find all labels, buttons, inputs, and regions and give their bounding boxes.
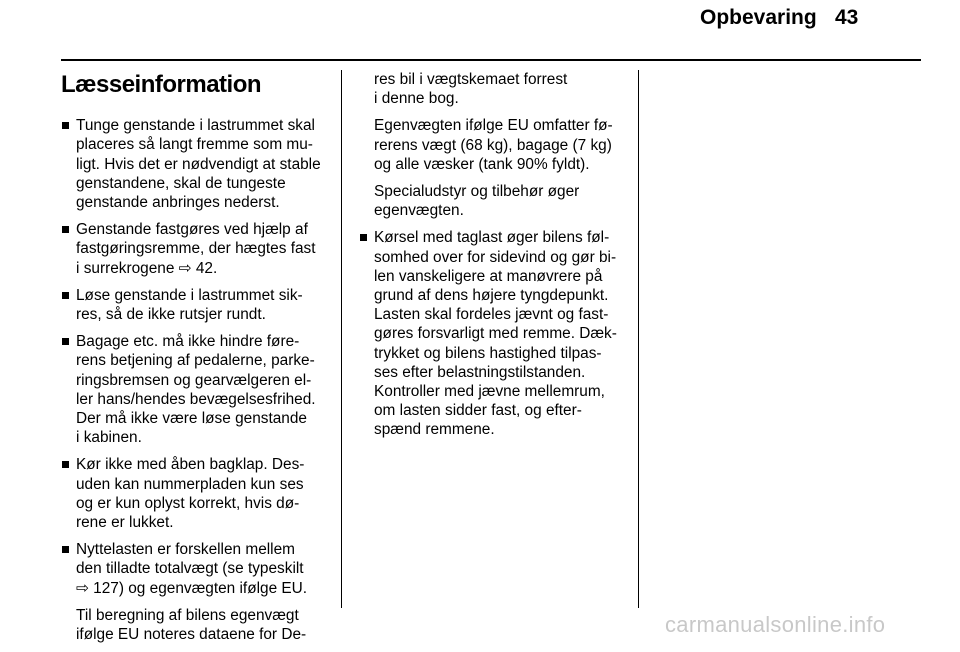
- text-line: i kabinen.: [76, 429, 142, 447]
- bullet-square-icon: [62, 546, 69, 553]
- bullet-item: [62, 220, 332, 278]
- watermark: carmanualsonline.info: [665, 612, 886, 637]
- header-divider: [61, 59, 921, 61]
- text-line: Specialudstyr og tilbehør øger: [374, 183, 580, 201]
- text-line: og er kun oplyst korrekt, hvis dø-: [76, 494, 300, 512]
- text-line: rene er lukket.: [76, 514, 174, 532]
- bullet-item: [62, 455, 332, 532]
- text-line: uden kan nummerpladen kun ses: [76, 475, 304, 493]
- text-line: rerens vægt (68 kg), bagage (7 kg): [374, 136, 612, 154]
- bullet-square-icon: [360, 234, 367, 241]
- text-line: grund af dens højere tyngdepunkt.: [374, 287, 609, 305]
- paragraph: [374, 182, 626, 220]
- bullet-item: [62, 332, 332, 447]
- bullet-item: [62, 286, 332, 324]
- text-line: den tilladte totalvægt (se typeskilt: [76, 560, 304, 578]
- text-line: res bil i vægtskemaet forrest: [374, 71, 568, 88]
- bullet-square-icon: [62, 122, 69, 129]
- text-line: placeres så langt fremme som mu-: [76, 136, 313, 154]
- text-line: Kør ikke med åben bagklap. Des-: [76, 456, 305, 474]
- middle-column: [374, 70, 626, 448]
- text-line: gøres forsvarligt med remme. Dæk-: [374, 325, 617, 343]
- text-line: Kontroller med jævne mellemrum,: [374, 383, 605, 401]
- paragraph: [374, 70, 626, 108]
- text-line: genstandene, skal de tungeste: [76, 174, 286, 192]
- left-column: [62, 70, 332, 652]
- text-line: i denne bog.: [374, 90, 459, 108]
- bullet-item: [62, 116, 332, 212]
- text-line: res, så de ikke rutsjer rundt.: [76, 306, 266, 324]
- section-title: Læsseinformation: [61, 71, 262, 98]
- text-line: len vanskeligere at manøvrere på: [374, 267, 603, 285]
- text-line: Til beregning af bilens egenvægt: [76, 606, 299, 624]
- text-line: ifølge EU noteres dataene for De-: [76, 626, 307, 644]
- text-line: genstande anbringes nederst.: [76, 194, 280, 212]
- text-line: Tunge genstande i lastrummet skal: [76, 117, 315, 135]
- bullet-square-icon: [62, 338, 69, 345]
- text-line: rens betjening af pedalerne, parke-: [76, 352, 315, 370]
- bullet-square-icon: [62, 461, 69, 468]
- cross-reference-line[interactable]: i surrekrogene ⇨ 42.: [76, 259, 218, 277]
- text-line: Kørsel med taglast øger bilens føl-: [374, 229, 610, 247]
- text-line: ler hans/hendes bevægelsesfrihed.: [76, 390, 316, 408]
- text-line: ligt. Hvis det er nødvendigt at stable: [76, 155, 321, 173]
- paragraph: [374, 116, 626, 174]
- bullet-square-icon: [62, 292, 69, 299]
- text-line: trykket og bilens hastighed tilpas-: [374, 344, 602, 362]
- text-line: egenvægten.: [374, 202, 464, 220]
- text-line: om lasten sidder fast, og efter-: [374, 402, 582, 420]
- text-line: ses efter belastningstilstanden.: [374, 363, 586, 381]
- text-line: Bagage etc. må ikke hindre føre-: [76, 333, 300, 351]
- text-line: Egenvægten ifølge EU omfatter fø-: [374, 117, 613, 135]
- text-line: Lasten skal fordeles jævnt og fast-: [374, 306, 609, 324]
- text-line: og alle væsker (tank 90% fyldt).: [374, 155, 590, 173]
- bullet-item: [62, 540, 332, 598]
- paragraph: [62, 606, 332, 644]
- text-line: Der må ikke være løse genstande: [76, 410, 307, 428]
- bullet-square-icon: [62, 226, 69, 233]
- text-line: Nyttelasten er forskellen mellem: [76, 541, 295, 559]
- text-line: ringsbremsen og gearvælgeren el-: [76, 371, 312, 389]
- page-number: 43: [835, 6, 859, 29]
- column-divider-2: [638, 70, 639, 608]
- column-divider-1: [341, 70, 342, 608]
- bullet-item: [360, 228, 626, 439]
- chapter-title: Opbevaring: [700, 6, 817, 29]
- cross-reference-line[interactable]: ⇨ 127) og egenvægten ifølge EU.: [76, 579, 308, 597]
- text-line: somhed over for sidevind og gør bi-: [374, 248, 617, 266]
- text-line: Genstande fastgøres ved hjælp af: [76, 221, 308, 239]
- text-line: fastgøringsremme, der hægtes fast: [76, 240, 316, 258]
- text-line: Løse genstande i lastrummet sik-: [76, 286, 303, 304]
- text-line: spænd remmene.: [374, 421, 495, 439]
